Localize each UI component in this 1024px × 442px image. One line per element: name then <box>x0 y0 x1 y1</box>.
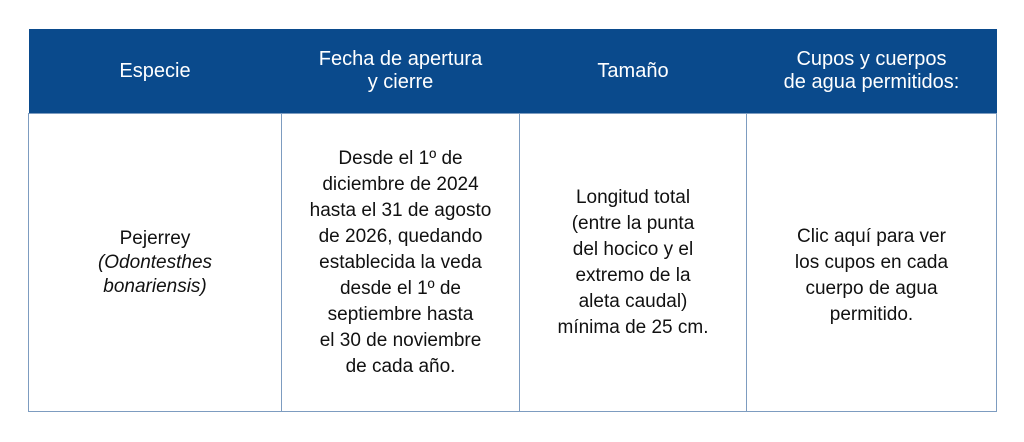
fishing-regulations-table <box>28 29 996 412</box>
regulations-table <box>28 29 997 412</box>
header-species: Especie <box>29 29 282 114</box>
quotas-link[interactable]: Clic aquí para ver los cupos en cada cuerpo de agua permitido. <box>794 225 949 325</box>
species-common-name: Pejerrey <box>119 227 191 249</box>
cell-species <box>29 114 282 412</box>
table-row <box>29 114 997 412</box>
cell-season-dates: Desde el 1º de diciembre de 2024 hasta el 31 de agosto de 2026, quedando establecida la veda desde el 1º de septiembre hasta el 30 de noviembre de cada año. <box>282 114 520 412</box>
species-scientific-name: (Odontesthes bonariensis) <box>97 251 213 297</box>
cell-minimum-size: Longitud total (entre la punta del hocico y el extremo de la aleta caudal) mínima de 25 cm. <box>520 114 747 412</box>
cell-quotas <box>747 114 997 412</box>
table-header-row <box>29 29 997 114</box>
header-size: Tamaño <box>520 29 747 114</box>
header-open-close-dates: Fecha de apertura y cierre <box>282 29 520 114</box>
header-quotas-water-bodies: Cupos y cuerpos de agua permitidos: <box>747 29 997 114</box>
